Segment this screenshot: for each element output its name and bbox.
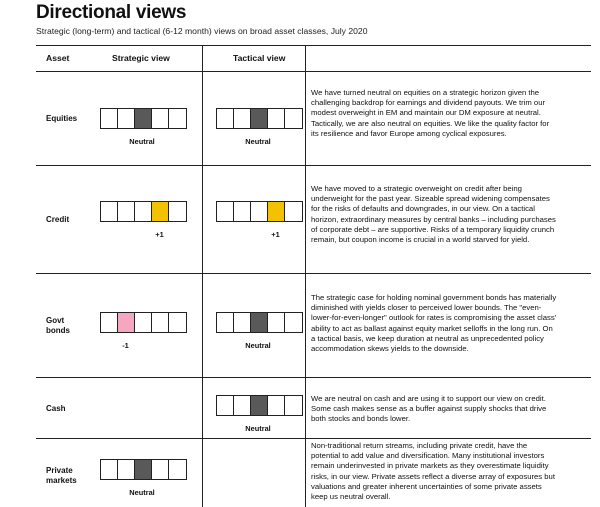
scale-cell (101, 202, 118, 221)
scale-cell (268, 109, 285, 128)
strategic-scale (100, 459, 187, 480)
row-divider (36, 377, 591, 378)
tactical-view-label: Neutral (245, 137, 271, 146)
scale-cell (152, 109, 169, 128)
scale-cell (251, 202, 268, 221)
view-commentary: We are neutral on cash and are using it to support our view on credit. Some cash makes sense as a buffer against supply shocks that drive both stocks and bonds lower. (311, 394, 547, 424)
scale-cell (234, 109, 251, 128)
scale-cell-selected (268, 202, 285, 221)
page-subtitle: Strategic (long-term) and tactical (6-12 month) views on broad asset classes, July 2020 (36, 26, 368, 36)
scale-cell-selected (152, 202, 169, 221)
scale-cell (234, 202, 251, 221)
tactical-scale (216, 201, 303, 222)
strategic-view-label: Neutral (129, 137, 155, 146)
scale-cell-selected (251, 396, 268, 415)
strategic-scale (100, 312, 187, 333)
scale-cell (152, 460, 169, 479)
strategic-view-label: -1 (122, 341, 129, 350)
scale-cell (135, 202, 152, 221)
scale-cell (118, 202, 135, 221)
scale-cell (234, 396, 251, 415)
scale-cell (169, 313, 186, 332)
column-header-strategic: Strategic view (112, 53, 170, 63)
asset-name: Govt bonds (46, 316, 70, 335)
scale-cell (101, 460, 118, 479)
scale-cell (268, 313, 285, 332)
scale-cell (217, 313, 234, 332)
scale-cell (217, 109, 234, 128)
view-commentary: We have turned neutral on equities on a strategic horizon given the challenging backdrop for earnings and dividend payouts. We trim our modest overweight in EM and maintain our DM exposure at neutral. Tactically, we are also neutral on equities. We like the quality factor for its resilience and favor Europe among cyclical exposures. (311, 88, 550, 138)
header-divider-top (36, 45, 591, 46)
scale-cell (169, 202, 186, 221)
scale-cell-selected (251, 313, 268, 332)
strategic-view-label: Neutral (129, 488, 155, 497)
scale-cell-selected (135, 109, 152, 128)
scale-cell (268, 396, 285, 415)
scale-cell (101, 109, 118, 128)
scale-cell (285, 313, 302, 332)
tactical-scale (216, 108, 303, 129)
tactical-scale (216, 312, 303, 333)
scale-cell-selected (251, 109, 268, 128)
scale-cell (135, 313, 152, 332)
tactical-scale (216, 395, 303, 416)
scale-cell (101, 313, 118, 332)
column-header-asset: Asset (46, 53, 70, 63)
strategic-view-label: +1 (155, 230, 164, 239)
asset-name: Cash (46, 404, 66, 413)
scale-cell (285, 396, 302, 415)
row-divider (36, 273, 591, 274)
scale-cell (285, 109, 302, 128)
scale-cell (285, 202, 302, 221)
row-divider (36, 438, 591, 439)
scale-cell (217, 202, 234, 221)
scale-cell (152, 313, 169, 332)
strategic-scale (100, 108, 187, 129)
view-commentary: Non-traditional return streams, including private credit, have the potential to add value and diversification. Many institutional investors remain underinvested in private markets as they overestimate liquidity risks, in our view. Private assets reflect a diverse array of exposures but valuations and greater inherent uncertainties of some private assets keep us neutral overall. (311, 441, 555, 502)
scale-cell (234, 313, 251, 332)
column-header-tactical: Tactical view (233, 53, 286, 63)
scale-cell (118, 109, 135, 128)
column-divider-tactical (202, 45, 203, 507)
scale-cell-selected (118, 313, 135, 332)
page-title: Directional views (36, 2, 187, 23)
scale-cell-selected (135, 460, 152, 479)
view-commentary: We have moved to a strategic overweight on credit after being underweight for the past year. Sizeable spread widening compensates for the risks of defaults and downgrades, in our view. On a tactical horizon, extraordinary measures by central banks – including purchases of corporate debt – are supportive. Risks of a temporary liquidity crunch remain, but coupon income is crucial in a world starved for yield. (311, 184, 556, 245)
scale-cell (118, 460, 135, 479)
scale-cell (169, 109, 186, 128)
view-commentary: The strategic case for holding nominal government bonds has materially diminished with yields closer to perceived lower bounds. The "even-lower-for-even-longer" outlook for rates is compromising the asset class' ability to act as ballast against equity market selloffs in the long run. On a tactical basis, we keep duration at neutral as unprecedented policy accommodation skews yields to the downside. (311, 293, 557, 354)
row-divider (36, 165, 591, 166)
scale-cell (217, 396, 234, 415)
tactical-view-label: +1 (271, 230, 280, 239)
strategic-scale (100, 201, 187, 222)
tactical-view-label: Neutral (245, 341, 271, 350)
asset-name: Private markets (46, 466, 77, 485)
asset-name: Credit (46, 215, 70, 224)
scale-cell (169, 460, 186, 479)
asset-name: Equities (46, 114, 78, 123)
tactical-view-label: Neutral (245, 424, 271, 433)
column-divider-comment (305, 45, 306, 507)
header-divider-bottom (36, 71, 591, 72)
